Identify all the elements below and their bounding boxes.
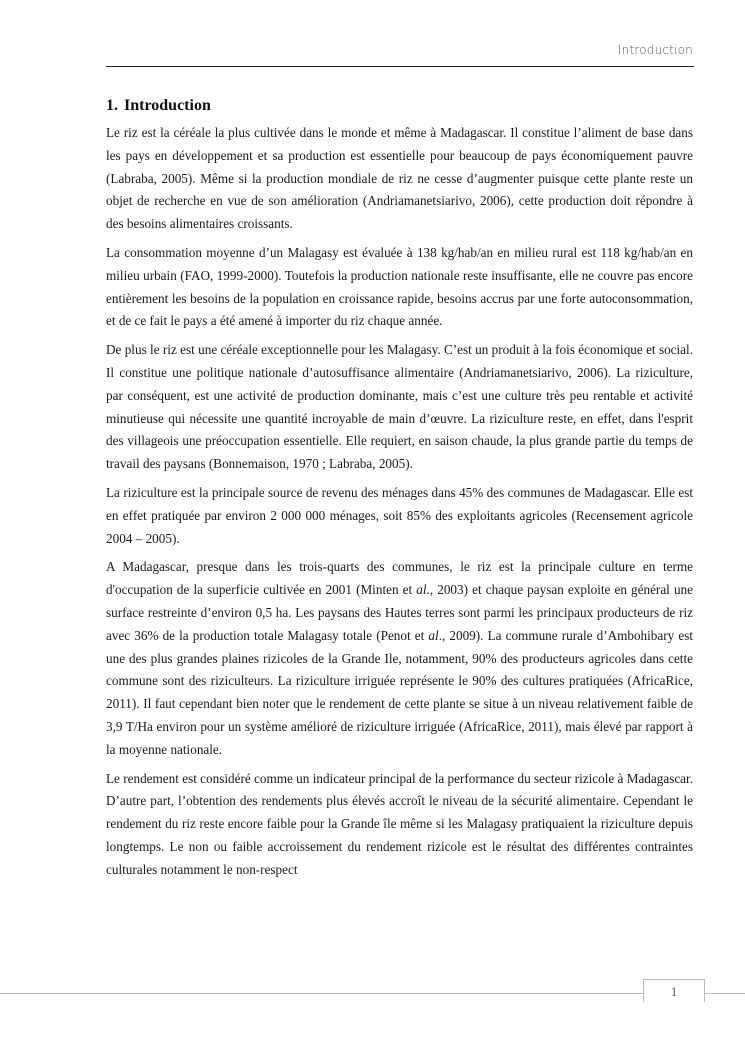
paragraph-5 xyxy=(106,556,693,761)
et-al-italic-1: al xyxy=(416,582,427,598)
paragraph-5-part-1: A Madagascar, presque dans les trois-quarts des communes, le riz est la principale culture en terme d'occupation de la superficie cultivée en 2001 (Minten et xyxy=(106,559,693,598)
page-number: 1 xyxy=(643,979,705,1002)
section-number: 1. xyxy=(106,97,118,114)
paragraph-5-part-3: ., 2009). La commune rurale d’Ambohibary est une des plus grandes plaines rizicoles de la Grande Ile, notamment, 90% des producteurs agricoles dans cette commune sont des riziculteurs. La riziculture irriguée représente le 90% des cultures pratiquées (AfricaRice, 2011). Il faut cependant bien noter que le rendement de cette plante se situe à un niveau relativement faible de 3,9 T/Ha environ pour un système amélioré de riziculture irriguée (AfricaRice, 2011), mais élevé par rapport à la moyenne nationale. xyxy=(106,627,694,757)
paragraph-3: De plus le riz est une céréale exceptionnelle pour les Malagasy. C’est un produit à la fois économique et social. Il constitue une politique nationale d’autosuffisance alimentaire (Andriamanetsiarivo, 2006). La riziculture, par conséquent, est une activité de production dominante, mais c’est une culture très peu rentable et activité minutieuse qui nécessite une quantité incroyable de main d’œuvre. La riziculture reste, en effet, dans l'esprit des villageois une préoccupation essentielle. Elle requiert, en saison chaude, la plus grande partie du temps de travail des paysans (Bonnemaison, 1970 ; Labraba, 2005). xyxy=(106,342,693,472)
section-title: Introduction xyxy=(124,97,211,114)
paragraph-2: La consommation moyenne d’un Malagasy est évaluée à 138 kg/hab/an en milieu rural est 118 kg/hab/an en milieu urbain (FAO, 1999-2000). Toutefois la production nationale reste insuffisante, elle ne couvre pas encore entièrement les besoins de la population en croissance rapide, besoins accrus par une forte autoconsommation, et de ce fait le pays a été amené à importer du riz chaque année. xyxy=(106,244,693,329)
running-header: Introduction xyxy=(617,43,693,57)
paragraph-1: Le riz est la céréale la plus cultivée dans le monde et même à Madagascar. Il constitue l’aliment de base dans les pays en développement et sa production est essentielle pour beaucoup de pays économiquement pauvre (Labraba, 2005). Même si la production mondiale de riz ne cesse d’augmenter puisque cette plante reste un objet de recherche en vue de son amélioration (Andriamanetsiarivo, 2006), cette production doit répondre à des besoins alimentaires croissants. xyxy=(106,125,693,232)
et-al-italic-2: al xyxy=(428,627,439,643)
paragraph-4: La riziculture est la principale source de revenu des ménages dans 45% des communes de Madagascar. Elle est en effet pratiquée par environ 2 000 000 ménages, soit 85% des exploitants agricoles (Recensement agricole 2004 – 2005). xyxy=(106,484,693,546)
header-rule xyxy=(106,66,694,67)
page-content xyxy=(106,94,693,888)
footer-rule xyxy=(0,993,745,994)
paragraph-6: Le rendement est considéré comme un indicateur principal de la performance du secteur rizicole à Madagascar. D’autre part, l’obtention des rendements plus élevés accroît le niveau de la sécurité alimentaire. Cependant le rendement du riz reste encore faible pour la Grande île même si les Malagasy pratiquaient la riziculture depuis longtemps. Le non ou faible accroissement du rendement rizicole est le résultat des différentes contraintes culturales notamment le non-respect xyxy=(106,770,693,877)
paragraph-5-part-2: ., 2003) et chaque paysan exploite en général une surface restreinte d’environ 0,5 ha. Les paysans des Hautes terres sont parmi les principaux producteurs de riz avec 36% de la production totale Malagasy totale (Penot et xyxy=(106,582,693,643)
section-heading xyxy=(106,94,693,118)
